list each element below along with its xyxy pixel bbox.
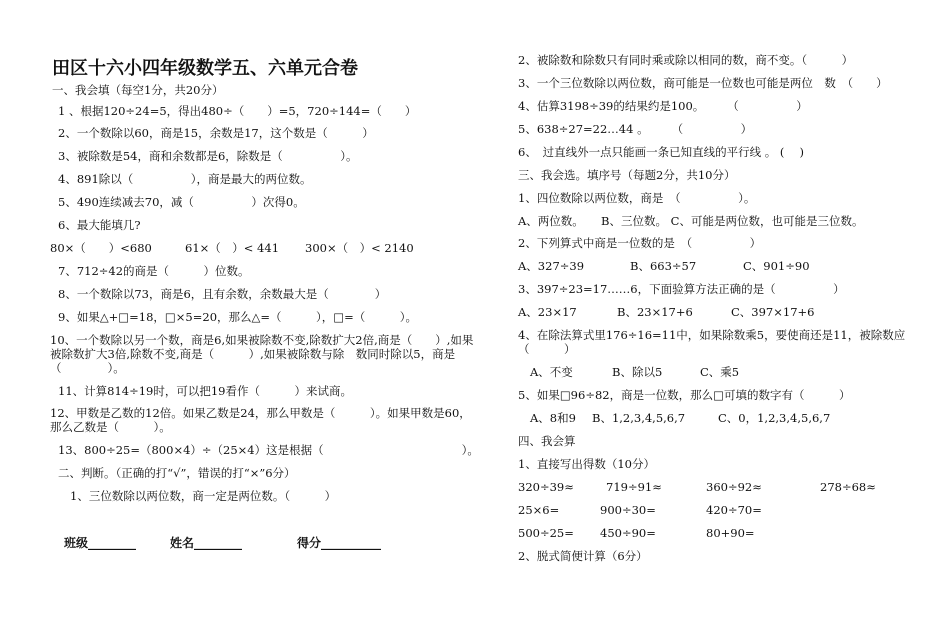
fill-question-11: 11、计算814÷19时，可以把19看作（ ）来试商。 (58, 384, 352, 398)
fill-question-13: 13、800÷25=（800×4）÷（25×4）这是根据（ ）。 (58, 443, 479, 457)
calc-item: 420÷70= (706, 503, 762, 517)
choice-question-2-option-b: B、663÷57 (630, 259, 697, 273)
judge-question-1: 1、三位数除以两位数，商一定是两位数。（ ） (70, 489, 337, 503)
fill-question-6a: 80×（ ）<680 (50, 241, 152, 255)
choice-question-4-option-a: A、不变 (530, 365, 573, 379)
fill-question-10: 10、一个数除以另一个数，商是6,如果被除数不变,除数扩大2倍,商是（ ）,如果被除数扩大3倍,除数不变,商是（ ）,如果被除数与除 数同时除以5，商是（ ）。 (50, 333, 474, 375)
calc-row-3 (518, 526, 938, 540)
choice-question-4: 4、在除法算式里176÷16=11中，如果除数乘5，要使商还是11，被除数应（ ） (518, 328, 906, 356)
choice-question-5: 5、如果□96÷82，商是一位数，那么□可填的数字有（ ） (518, 388, 851, 402)
class-field: 班级________ (64, 536, 137, 550)
choice-question-1-options: A、两位数。 B、三位数。 C、可能是两位数，也可能是三位数。 (518, 214, 864, 228)
choice-question-2: 2、下列算式中商是一位数的是 （ ） (518, 236, 762, 250)
fill-question-6b: 61×（ ）< 441 (185, 241, 280, 255)
calc-item: 80+90= (706, 526, 755, 540)
calc-item: 278÷68≈ (820, 480, 876, 494)
calc-item: 320÷39≈ (518, 480, 574, 494)
page-title: 田区十六小四年级数学五、六单元合卷 (52, 58, 358, 79)
choice-question-5-option-a: A、8和9 (530, 411, 576, 425)
fill-question-1: 1 、根据120÷24=5，得出480÷（ ）=5，720÷144=（ ） (58, 104, 417, 118)
choice-question-5-option-b: B、1,2,3,4,5,6,7 (592, 411, 686, 425)
fill-question-6c: 300×（ ）< 2140 (305, 241, 414, 255)
fill-question-2: 2、一个数除以60，商是15，余数是17，这个数是（ ） (58, 126, 374, 140)
choice-question-3-option-a: A、23×17 (518, 305, 577, 319)
judge-question-4: 4、估算3198÷39的结果约是100。 （ ） (518, 99, 808, 113)
calc-item: 900÷30= (600, 503, 656, 517)
choice-question-3-option-b: B、23×17+6 (617, 305, 693, 319)
choice-question-3: 3、397÷23=17……6，下面验算方法正确的是（ ） (518, 282, 845, 296)
fill-question-6: 6、最大能填几? (58, 218, 141, 232)
fill-question-4: 4、891除以（ ），商是最大的两位数。 (58, 172, 312, 186)
calc-item: 500÷25= (518, 526, 574, 540)
calc-part-2-heading: 2、脱式简便计算（6分） (518, 549, 648, 563)
fill-question-3: 3、被除数是54，商和余数都是6，除数是（ ）。 (58, 149, 358, 163)
calc-row-1 (518, 480, 938, 494)
calc-row-2 (518, 503, 938, 517)
choice-question-4-option-c: C、乘5 (700, 365, 740, 379)
section-2-heading: 二、判断。（正确的打“√”，错误的打“×”6分） (58, 466, 296, 480)
calc-part-1-heading: 1、直接写出得数（10分） (518, 457, 655, 471)
judge-question-3: 3、一个三位数除以两位数，商可能是一位数也可能是两位 数 （ ） (518, 76, 888, 90)
judge-question-6: 6、 过直线外一点只能画一条已知直线的平行线 。 ( ) (518, 145, 805, 159)
section-3-heading: 三、我会选。填序号（每题2分，共10分） (518, 168, 736, 182)
choice-question-3-option-c: C、397×17+6 (731, 305, 815, 319)
section-4-heading: 四、我会算 (518, 434, 576, 448)
name-field: 姓名________ (170, 536, 243, 550)
section-1-heading: 一、我会填（每空1分，共20分） (52, 83, 224, 97)
choice-question-2-option-c: C、901÷90 (743, 259, 810, 273)
score-field: 得分__________ (297, 536, 382, 550)
fill-question-7: 7、712÷42的商是（ ）位数。 (58, 264, 250, 278)
calc-item: 25×6= (518, 503, 560, 517)
choice-question-5-option-c: C、0，1,2,3,4,5,6,7 (718, 411, 831, 425)
calc-item: 360÷92≈ (706, 480, 762, 494)
fill-question-12: 12、甲数是乙数的12倍。如果乙数是24，那么甲数是（ ）。如果甲数是60，那么乙数是（ ）。 (50, 406, 471, 434)
judge-question-5: 5、638÷27=22…44 。 （ ） (518, 122, 753, 136)
judge-question-2: 2、被除数和除数只有同时乘或除以相同的数，商不变。（ ） (518, 53, 854, 67)
choice-question-1: 1、四位数除以两位数，商是 （ ）。 (518, 191, 756, 205)
choice-question-2-option-a: A、327÷39 (518, 259, 585, 273)
calc-item: 719÷91≈ (606, 480, 662, 494)
choice-question-4-option-b: B、除以5 (612, 365, 663, 379)
fill-question-9: 9、如果△+□=18，□×5=20，那么△=（ ），□=（ ）。 (58, 310, 417, 324)
calc-item: 450÷90= (600, 526, 656, 540)
fill-question-8: 8、一个数除以73，商是6，且有余数，余数最大是（ ） (58, 287, 387, 301)
fill-question-5: 5、490连续减去70，减（ ）次得0。 (58, 195, 305, 209)
